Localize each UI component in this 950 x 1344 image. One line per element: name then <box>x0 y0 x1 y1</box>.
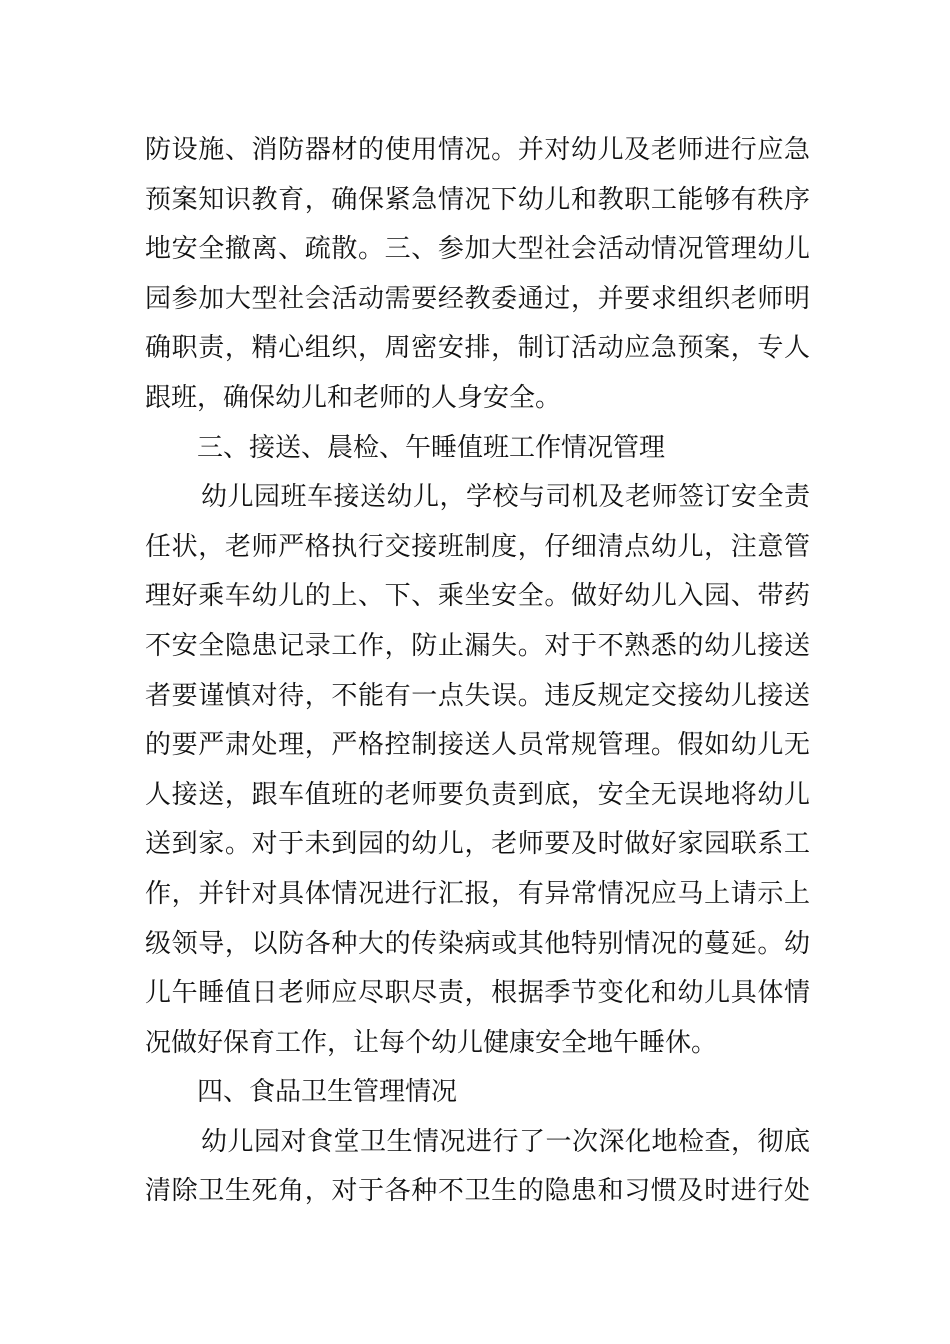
text-line: 清除卫生死角，对于各种不卫生的隐患和习惯及时进行处 <box>145 1176 810 1207</box>
text-line: 人接送，跟车值班的老师要负责到底，安全无误地将幼儿 <box>145 779 810 810</box>
text-line: 级领导，以防各种大的传染病或其他特别情况的蔓延。幼 <box>145 928 810 959</box>
text-line: 地安全撤离、疏散。三、参加大型社会活动情况管理幼儿 <box>145 234 810 265</box>
section-heading: 四、食品卫生管理情况 <box>197 1077 458 1108</box>
text-line: 不安全隐患记录工作，防止漏失。对于不熟悉的幼儿接送 <box>145 630 810 661</box>
text-line: 的要严肃处理，严格控制接送人员常规管理。假如幼儿无 <box>145 730 810 761</box>
text-line: 儿午睡值日老师应尽职尽责，根据季节变化和幼儿具体情 <box>145 978 810 1009</box>
text-line: 任状，老师严格执行交接班制度，仔细清点幼儿，注意管 <box>145 531 810 562</box>
text-line: 幼儿园对食堂卫生情况进行了一次深化地检查，彻底 <box>201 1126 810 1157</box>
text-line: 确职责，精心组织，周密安排，制订活动应急预案，专人 <box>145 333 810 364</box>
text-line: 者要谨慎对待，不能有一点失误。违反规定交接幼儿接送 <box>145 680 810 711</box>
text-line: 园参加大型社会活动需要经教委通过，并要求组织老师明 <box>145 283 810 314</box>
text-line: 防设施、消防器材的使用情况。并对幼儿及老师进行应急 <box>145 135 810 165</box>
text-line: 送到家。对于未到园的幼儿，老师要及时做好家园联系工 <box>145 829 810 860</box>
document-body <box>145 126 810 1217</box>
text-line: 况做好保育工作，让每个幼儿健康安全地午睡休。 <box>145 1027 718 1058</box>
section-heading: 三、接送、晨检、午睡值班工作情况管理 <box>197 432 666 463</box>
text-line: 幼儿园班车接送幼儿，学校与司机及老师签订安全责 <box>201 482 810 513</box>
text-line: 预案知识教育，确保紧急情况下幼儿和教职工能够有秩序 <box>145 184 810 215</box>
text-line: 跟班，确保幼儿和老师的人身安全。 <box>145 382 562 413</box>
text-line: 作，并针对具体情况进行汇报，有异常情况应马上请示上 <box>145 878 810 909</box>
text-line: 理好乘车幼儿的上、下、乘坐安全。做好幼儿入园、带药 <box>145 581 810 612</box>
